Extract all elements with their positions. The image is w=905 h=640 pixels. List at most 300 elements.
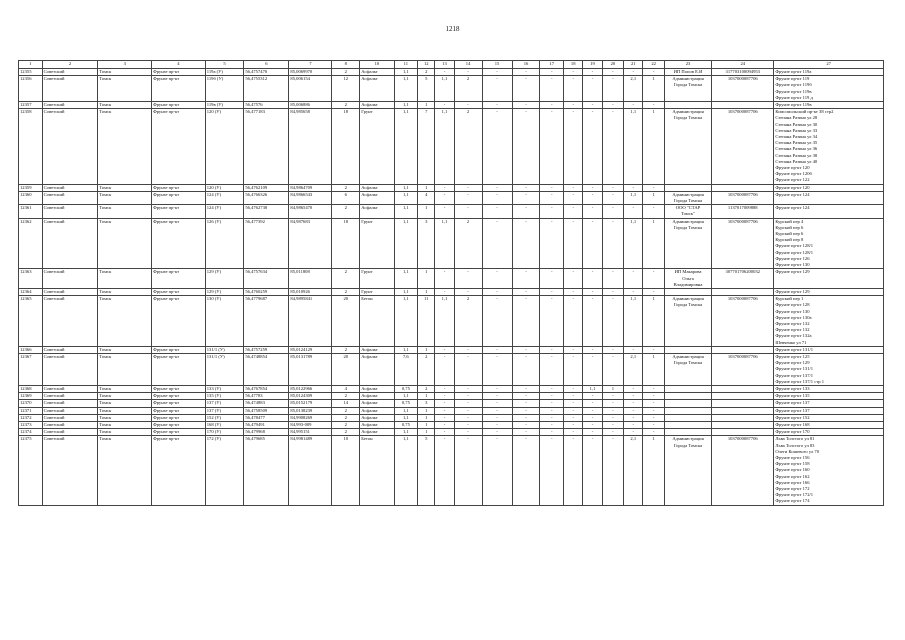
table-cell: Асфальт (360, 429, 394, 436)
address-cell (774, 353, 884, 385)
table-cell: - (624, 269, 643, 289)
address-cell (774, 109, 884, 184)
table-cell: - (435, 393, 454, 400)
table-cell: - (564, 205, 583, 218)
ogrn-cell: 317703100094953 (712, 69, 774, 76)
owner-cell (664, 400, 711, 407)
ogrn-cell (712, 184, 774, 191)
table-cell: 56,478477 (244, 414, 289, 421)
table-cell: 12356 (19, 76, 43, 102)
table-cell: 84,995151 (289, 429, 332, 436)
table-cell: - (435, 400, 454, 407)
address-line: Фрунзе пр-кт 119 д (775, 94, 813, 100)
table-cell: 129 (У) (205, 288, 244, 295)
table-cell: 1 (643, 76, 664, 102)
table-cell: 6 (332, 191, 360, 204)
address-line: Фрунзе пр-кт 129 (775, 360, 810, 366)
table-cell: 2 (418, 353, 435, 385)
table-cell: - (482, 269, 512, 289)
table-cell: 12357 (19, 102, 43, 109)
table-cell: 137 (У) (205, 407, 244, 414)
address-line: Шевченко ул 71 (775, 339, 807, 345)
address-line: Курский пер 1 (775, 296, 804, 302)
table-cell: 18 (332, 218, 360, 269)
table-cell: - (564, 218, 583, 269)
table-cell: 1,1 (394, 407, 418, 414)
address-line: Степана Разина ул 34 (775, 134, 818, 140)
address-line: Фрунзе пр-кт 125 (775, 353, 810, 359)
table-cell: - (435, 288, 454, 295)
table-cell: - (564, 353, 583, 385)
table-cell: 1,1 (394, 296, 418, 347)
table-row (19, 269, 884, 289)
owner-line: Города Томска (673, 302, 703, 308)
header-row (19, 61, 884, 69)
address-line: Фрунзе пр-кт 120 (775, 165, 810, 171)
table-cell: Томск (98, 288, 152, 295)
table-cell: 1,1 (435, 296, 454, 347)
table-cell: - (482, 385, 512, 392)
table-cell: - (512, 393, 540, 400)
table-cell: 85,010926 (289, 288, 332, 295)
table-cell: 12366 (19, 346, 43, 353)
column-header: 5 (205, 61, 244, 69)
table-cell: 120 (У) (205, 184, 244, 191)
table-cell: - (482, 205, 512, 218)
table-cell: - (512, 102, 540, 109)
table-cell: Советский (42, 385, 98, 392)
table-cell: Советский (42, 191, 98, 204)
table-cell: - (602, 414, 623, 421)
table-cell: 84,985658 (289, 109, 332, 184)
table-cell: - (624, 288, 643, 295)
table-cell: Асфальт (360, 191, 394, 204)
table-cell: - (454, 205, 482, 218)
owner-line: Администрация (672, 436, 704, 442)
table-cell: 1,1 (394, 109, 418, 184)
table-cell: - (482, 109, 512, 184)
owner-cell (664, 429, 711, 436)
ogrn-cell (712, 346, 774, 353)
table-row (19, 205, 884, 218)
table-cell: - (435, 421, 454, 428)
owner-cell (664, 184, 711, 191)
table-cell: - (624, 393, 643, 400)
table-cell: - (643, 269, 664, 289)
owner-cell (664, 102, 711, 109)
table-cell: - (602, 407, 623, 414)
table-cell: 0,75 (394, 421, 418, 428)
owner-cell (664, 353, 711, 385)
table-cell: - (583, 400, 602, 407)
address-cell (774, 191, 884, 204)
table-cell: 85,011808 (289, 269, 332, 289)
column-header: 20 (602, 61, 623, 69)
table-cell: 1 (418, 269, 435, 289)
table-body (19, 61, 884, 506)
table-cell: - (540, 269, 564, 289)
table-cell: - (583, 407, 602, 414)
table-cell: Советский (42, 102, 98, 109)
ogrn-cell: 1037000087706 (712, 296, 774, 347)
owner-cell (664, 414, 711, 421)
table-cell: - (540, 400, 564, 407)
table-cell: 1 (643, 191, 664, 204)
table-cell: 1,1 (394, 269, 418, 289)
table-cell: - (540, 393, 564, 400)
table-cell: - (540, 429, 564, 436)
table-cell: Советский (42, 421, 98, 428)
owner-line: Томск" (681, 211, 695, 217)
ogrn-cell: 1037000087706 (712, 436, 774, 505)
table-cell: 131/1 (У) (205, 353, 244, 385)
table-cell: 12362 (19, 218, 43, 269)
table-cell: 2 (332, 429, 360, 436)
owner-cell (664, 269, 711, 289)
address-cell (774, 414, 884, 421)
table-cell: 1 (418, 288, 435, 295)
address-line: Фрунзе пр-кт 128/1 (775, 243, 814, 249)
table-cell: 2 (332, 407, 360, 414)
table-cell: - (564, 76, 583, 102)
table-cell: - (643, 184, 664, 191)
table-row (19, 288, 884, 295)
table-cell: - (602, 421, 623, 428)
address-cell (774, 102, 884, 109)
table-cell: - (482, 353, 512, 385)
table-cell: 2 (454, 218, 482, 269)
table-cell: 85,0152179 (289, 400, 332, 407)
table-cell: - (482, 102, 512, 109)
table-cell: 170 (У) (205, 429, 244, 436)
table-cell: - (564, 69, 583, 76)
table-cell: 1 (418, 346, 435, 353)
table-cell: - (602, 436, 623, 505)
table-cell: 56,477183 (244, 109, 289, 184)
table-cell: 2 (332, 184, 360, 191)
table-cell: - (435, 205, 454, 218)
column-header: 21 (624, 61, 643, 69)
owner-cell (664, 76, 711, 102)
table-cell: 56,47783 (244, 393, 289, 400)
table-cell: Томск (98, 353, 152, 385)
table-cell: 10 (332, 436, 360, 505)
table-cell: 85,006154 (289, 76, 332, 102)
table-cell: 56,47576 (244, 102, 289, 109)
address-line: Фрунзе пр-кт 166 (775, 479, 810, 485)
table-cell: - (512, 414, 540, 421)
table-cell: - (643, 102, 664, 109)
table-cell: 12359 (19, 184, 43, 191)
table-cell: 2 (454, 109, 482, 184)
address-cell (774, 436, 884, 505)
owner-cell (664, 436, 711, 505)
column-header: 18 (564, 61, 583, 69)
table-cell: Томск (98, 407, 152, 414)
table-cell: - (482, 76, 512, 102)
table-cell: - (540, 407, 564, 414)
ogrn-cell (712, 385, 774, 392)
table-row (19, 109, 884, 184)
table-cell: - (454, 436, 482, 505)
table-cell: - (454, 346, 482, 353)
table-cell: - (454, 400, 482, 407)
table-cell: - (564, 436, 583, 505)
table-cell: Асфальт (360, 102, 394, 109)
table-cell: - (540, 102, 564, 109)
address-line: Фрунзе пр-кт 128/1 (775, 249, 814, 255)
table-cell: Фрунзе пр-кт (152, 421, 206, 428)
owner-cell (664, 346, 711, 353)
address-line: Фрунзе пр-кт 128 (775, 302, 810, 308)
table-cell: Советский (42, 69, 98, 76)
address-line: Степана Разина ул 36 (775, 146, 818, 152)
table-cell: Грунт (360, 109, 394, 184)
table-cell: - (482, 296, 512, 347)
table-cell: 18 (332, 109, 360, 184)
table-cell: - (454, 429, 482, 436)
table-cell: Асфальт (360, 407, 394, 414)
table-cell: 12370 (19, 400, 43, 407)
address-line: Курский пер 8 (775, 237, 804, 243)
table-cell: - (583, 353, 602, 385)
table-cell: 1 (418, 421, 435, 428)
table-cell: - (602, 288, 623, 295)
table-cell: - (643, 421, 664, 428)
table-cell: 12368 (19, 385, 43, 392)
table-cell: - (564, 400, 583, 407)
table-cell: - (435, 191, 454, 204)
table-cell: 2 (332, 288, 360, 295)
address-line: Фрунзе пр-кт 137 (775, 400, 810, 406)
table-cell: 172 (У) (205, 436, 244, 505)
table-cell: 12363 (19, 269, 43, 289)
table-cell: 1 (418, 429, 435, 436)
table-cell: 84,9908269 (289, 414, 332, 421)
address-line: Фрунзе пр-кт 119в (775, 88, 812, 94)
ogrn-cell (712, 102, 774, 109)
table-cell: - (602, 269, 623, 289)
table-cell: 1,1 (394, 184, 418, 191)
owner-line: Города Томска (673, 198, 703, 204)
table-cell: 12355 (19, 69, 43, 76)
table-cell: 56,4755312 (244, 76, 289, 102)
address-line: Комсомольский пр-кт 38 стр2 (775, 109, 834, 115)
address-line: Фрунзе пр-кт 170 (775, 429, 810, 435)
table-cell: 2,1 (624, 436, 643, 505)
table-cell: Томск (98, 109, 152, 184)
table-row (19, 191, 884, 204)
table-cell: 85,0138239 (289, 407, 332, 414)
table-cell: 2 (332, 346, 360, 353)
table-cell: - (454, 385, 482, 392)
table-cell: Советский (42, 407, 98, 414)
address-line: Фрунзе пр-кт 172 (775, 486, 810, 491)
table-cell: - (583, 393, 602, 400)
table-cell: 12358 (19, 109, 43, 184)
table-cell: 56,477392 (244, 218, 289, 269)
table-cell: Томск (98, 385, 152, 392)
table-cell: 1 (418, 102, 435, 109)
address-line: Льва Толстого ул 83 (775, 442, 815, 448)
table-cell: 1,1 (583, 385, 602, 392)
table-cell: - (643, 288, 664, 295)
address-line: Фрунзе пр-кт 130 (775, 308, 810, 314)
address-line: Фрунзе пр-кт 172/1 (775, 492, 814, 498)
owner-line: Города Томска (673, 360, 703, 366)
table-cell: - (454, 191, 482, 204)
address-line: Фрунзе пр-кт 133 (775, 385, 810, 391)
table-cell: - (564, 421, 583, 428)
table-cell: - (540, 205, 564, 218)
address-line: Фрунзе пр-кт 119в (775, 102, 812, 108)
table-cell: - (454, 184, 482, 191)
table-cell: - (643, 414, 664, 421)
table-cell: 56,4760259 (244, 288, 289, 295)
owner-cell (664, 407, 711, 414)
table-cell: Советский (42, 346, 98, 353)
address-cell (774, 269, 884, 289)
owner-line: Администрация (672, 76, 704, 82)
column-header: 27 (774, 61, 884, 69)
ogrn-cell (712, 288, 774, 295)
table-cell: - (512, 421, 540, 428)
table-cell: - (602, 205, 623, 218)
address-line: Фрунзе пр-кт 137 (775, 407, 810, 413)
address-cell (774, 205, 884, 218)
table-cell: Томск (98, 400, 152, 407)
address-line: Степана Разина ул 35 (775, 140, 818, 146)
table-cell: - (482, 346, 512, 353)
owner-line: Администрация (672, 353, 704, 359)
address-line: Фрунзе пр-кт 158 (775, 461, 810, 467)
table-cell: Фрунзе пр-кт (152, 184, 206, 191)
table-cell: 1 (643, 353, 664, 385)
address-line: Фрунзе пр-кт 174 (775, 498, 810, 504)
table-cell: - (643, 407, 664, 414)
table-cell: 2 (332, 69, 360, 76)
table-cell: - (482, 218, 512, 269)
table-cell: Фрунзе пр-кт (152, 296, 206, 347)
owner-cell (664, 69, 711, 76)
address-line: Степана Разина ул 30 (775, 121, 818, 127)
table-cell: - (624, 205, 643, 218)
table-cell: 1,1 (394, 393, 418, 400)
table-cell: - (482, 69, 512, 76)
table-cell: - (583, 191, 602, 204)
table-cell: 12373 (19, 421, 43, 428)
table-cell: Томск (98, 102, 152, 109)
table-cell: - (564, 296, 583, 347)
table-cell: 1,1 (624, 296, 643, 347)
table-cell: 124 (У) (205, 205, 244, 218)
ogrn-cell: 1137017009888 (712, 205, 774, 218)
table-cell: Асфальт (360, 385, 394, 392)
table-cell: 1,1 (394, 429, 418, 436)
table-cell: Томск (98, 421, 152, 428)
table-cell: 56,479685 (244, 436, 289, 505)
table-cell: 84,9981489 (289, 436, 332, 505)
table-cell: Томск (98, 429, 152, 436)
address-line: Фрунзе пр-кт 129 (775, 288, 810, 294)
table-cell: Томск (98, 296, 152, 347)
table-cell: 1,1 (394, 288, 418, 295)
table-cell: 84,9865470 (289, 205, 332, 218)
address-line: Курский пер 6 (775, 224, 804, 230)
owner-cell (664, 296, 711, 347)
owner-line: Города Томска (673, 224, 703, 230)
table-cell: 1 (418, 393, 435, 400)
ogrn-cell: 1037000087706 (712, 191, 774, 204)
table-cell: Фрунзе пр-кт (152, 414, 206, 421)
table-cell: 1 (643, 296, 664, 347)
ogrn-cell (712, 429, 774, 436)
address-cell (774, 296, 884, 347)
address-line: Фрунзе пр-кт 156 (775, 454, 810, 460)
ogrn-cell (712, 414, 774, 421)
table-cell: Советский (42, 109, 98, 184)
table-cell: Советский (42, 436, 98, 505)
table-cell: - (482, 429, 512, 436)
table-cell: - (512, 407, 540, 414)
table-cell: 2 (332, 421, 360, 428)
table-cell: - (512, 184, 540, 191)
table-cell: - (583, 69, 602, 76)
table-cell: 7 (418, 109, 435, 184)
column-header: 3 (98, 61, 152, 69)
owner-line: Ольга (682, 275, 694, 281)
table-cell: 0,75 (394, 385, 418, 392)
table-cell: 14 (332, 400, 360, 407)
table-cell: 5 (418, 436, 435, 505)
address-line: Фрунзе пр-кт 132 (775, 327, 810, 333)
address-cell (774, 69, 884, 76)
table-cell: 120 (У) (205, 109, 244, 184)
address-cell (774, 184, 884, 191)
column-header: 11 (394, 61, 418, 69)
table-cell: Асфальт (360, 76, 394, 102)
column-header: 7 (289, 61, 332, 69)
address-line: Фрунзе пр-кт 162 (775, 473, 810, 479)
address-cell (774, 393, 884, 400)
table-cell: - (482, 407, 512, 414)
table-row (19, 184, 884, 191)
table-cell: 2 (332, 269, 360, 289)
table-cell: Фрунзе пр-кт (152, 346, 206, 353)
table-cell: 3 (418, 400, 435, 407)
address-line: Степана Разина ул 33 (775, 127, 818, 133)
table-row (19, 102, 884, 109)
table-cell: - (564, 109, 583, 184)
owner-line: Администрация (672, 191, 704, 197)
table-cell: Советский (42, 218, 98, 269)
address-cell (774, 346, 884, 353)
table-cell: - (540, 184, 564, 191)
table-cell: - (583, 269, 602, 289)
table-cell: 56,4757634 (244, 269, 289, 289)
table-cell: 0,75 (394, 400, 418, 407)
table-row (19, 407, 884, 414)
table-cell: 130 (У) (205, 296, 244, 347)
table-cell: 2 (418, 69, 435, 76)
table-cell: Томск (98, 205, 152, 218)
table-cell: 85,0131789 (289, 353, 332, 385)
table-cell: Советский (42, 205, 98, 218)
table-cell: 119в (У) (205, 102, 244, 109)
address-cell (774, 407, 884, 414)
table-row (19, 393, 884, 400)
table-cell: Фрунзе пр-кт (152, 429, 206, 436)
